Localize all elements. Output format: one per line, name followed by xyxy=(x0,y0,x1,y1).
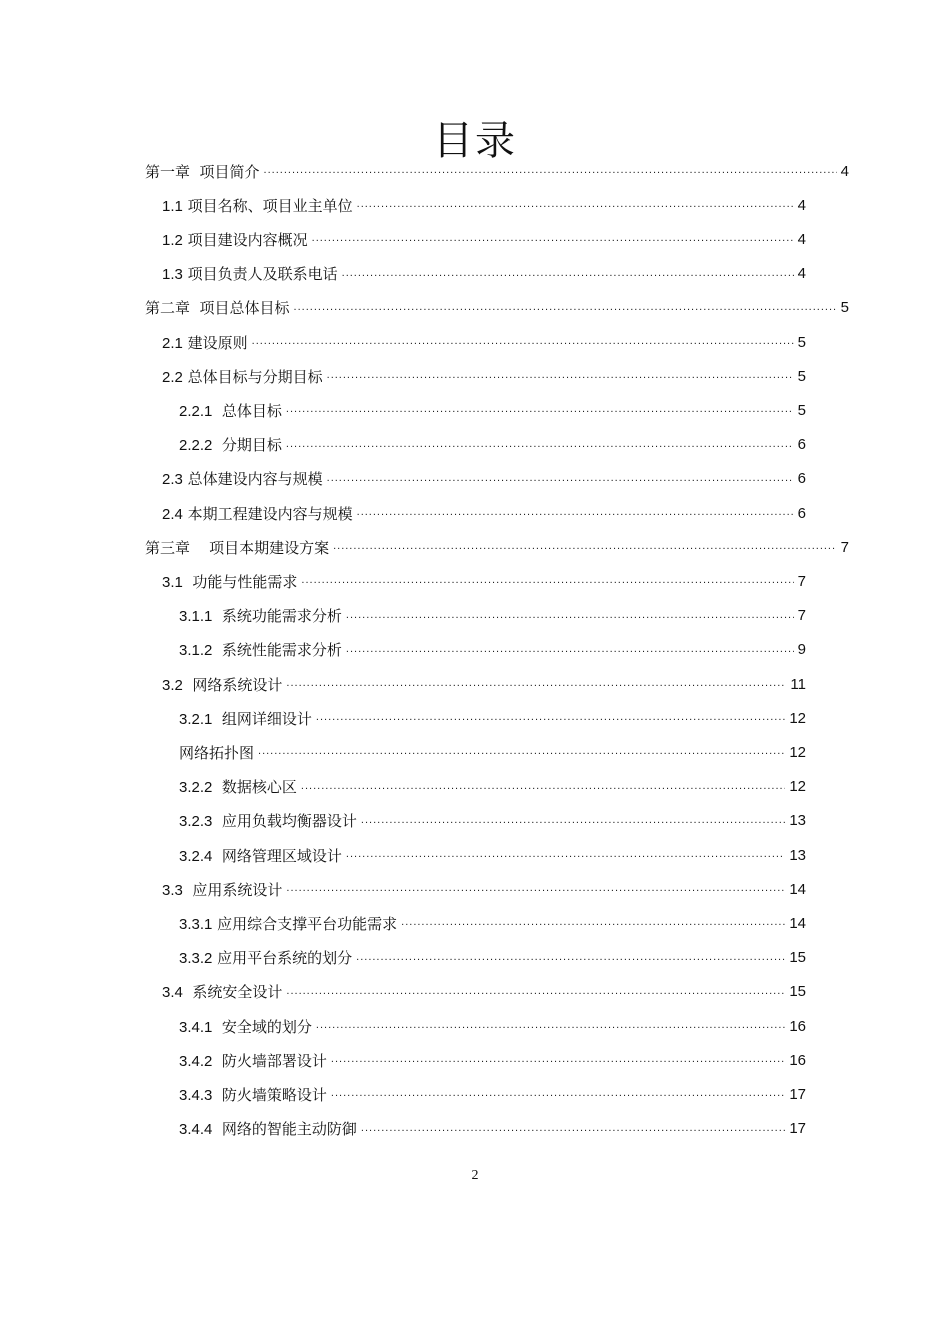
toc-entry-page-number: 13 xyxy=(789,812,806,830)
toc-entry-page-number: 15 xyxy=(789,949,806,967)
toc-entry-page-number: 7 xyxy=(797,572,806,590)
toc-dot-leader xyxy=(252,333,794,349)
toc-dot-leader xyxy=(327,367,794,383)
toc-dot-leader xyxy=(286,983,785,999)
toc-entry-number: 2.2 xyxy=(162,368,183,386)
toc-entry-label xyxy=(179,845,346,866)
toc-entry-text: 建设原则 xyxy=(182,333,248,352)
toc-dot-leader xyxy=(361,1120,785,1136)
toc-entry[interactable] xyxy=(179,599,806,633)
toc-entry[interactable] xyxy=(162,257,806,291)
toc-entry[interactable] xyxy=(162,462,806,496)
toc-dot-leader xyxy=(301,572,793,588)
toc-entry-page-number: 12 xyxy=(789,743,806,761)
toc-entry-text: 系统性能需求分析 xyxy=(212,641,342,660)
toc-dot-leader xyxy=(286,880,785,896)
toc-entry-page-number: 7 xyxy=(797,607,806,625)
toc-entry-number: 3.3.1 xyxy=(179,915,213,933)
toc-entry-number: 3.2.3 xyxy=(179,813,213,831)
toc-entry-label xyxy=(162,195,357,216)
toc-entry-text: 系统功能需求分析 xyxy=(212,607,342,626)
toc-entry-page-number: 17 xyxy=(789,1085,806,1103)
toc-entry-label xyxy=(162,332,252,353)
toc-entry-text: 防火墙策略设计 xyxy=(212,1085,327,1104)
toc-entry-label xyxy=(179,1050,331,1071)
toc-entry-label xyxy=(179,1118,361,1139)
toc-entry-text: 防火墙部署设计 xyxy=(212,1051,327,1070)
toc-entry-label xyxy=(179,913,401,934)
toc-entry[interactable] xyxy=(162,325,806,359)
toc-entry[interactable] xyxy=(162,188,806,222)
toc-entry-label xyxy=(179,1084,331,1105)
toc-entry[interactable] xyxy=(179,701,806,735)
toc-entry-number: 3.4.3 xyxy=(179,1086,213,1104)
toc-entry-label xyxy=(162,981,286,1002)
toc-entry-text: 功能与性能需求 xyxy=(182,572,298,591)
toc-entry-number: 3.4.1 xyxy=(179,1018,213,1036)
toc-dot-leader xyxy=(346,607,794,623)
toc-dot-leader xyxy=(361,812,785,828)
toc-entry-label xyxy=(179,400,286,421)
toc-entry-label xyxy=(162,879,286,900)
toc-entry-page-number: 7 xyxy=(840,538,849,556)
toc-entry-page-number: 5 xyxy=(797,333,806,351)
toc-entry-text: 总体目标 xyxy=(212,401,282,420)
toc-entry-label xyxy=(179,434,286,455)
toc-entry-text: 项目名称、项目业主单位 xyxy=(182,196,353,215)
toc-entry[interactable] xyxy=(179,804,806,838)
toc-entry-text: 应用负载均衡器设计 xyxy=(212,812,357,831)
toc-entry-page-number: 9 xyxy=(797,641,806,659)
toc-entry-number: 2.3 xyxy=(162,471,183,489)
toc-entry-number: 2.2.2 xyxy=(179,437,213,455)
toc-entry-text: 总体目标与分期目标 xyxy=(182,367,323,386)
toc-entry[interactable] xyxy=(179,941,806,975)
toc-entry-text: 项目负责人及联系电话 xyxy=(182,265,338,284)
toc-dot-leader xyxy=(357,504,794,520)
toc-entry-number: 1.3 xyxy=(162,266,183,284)
toc-entry[interactable] xyxy=(179,393,806,427)
toc-entry-number: 3.1.2 xyxy=(179,642,213,660)
toc-entry-number: 3.4.4 xyxy=(179,1121,213,1139)
toc-entry-text: 总体建设内容与规模 xyxy=(182,470,323,489)
toc-dot-leader xyxy=(327,470,794,486)
toc-entry-label xyxy=(145,537,333,558)
toc-entry[interactable] xyxy=(179,1112,806,1146)
toc-entry-text: 应用综合支撑平台功能需求 xyxy=(212,914,398,933)
toc-dot-leader xyxy=(286,436,794,452)
toc-dot-leader xyxy=(333,538,837,554)
toc-entry-text: 系统安全设计 xyxy=(182,983,283,1002)
toc-entry-number: 2.1 xyxy=(162,334,183,352)
toc-entry-label xyxy=(179,708,316,729)
toc-dot-leader xyxy=(258,743,785,759)
toc-entry-text: 网络拓扑图 xyxy=(179,743,255,762)
toc-entry-number: 3.1 xyxy=(162,573,183,591)
toc-entry-text: 第三章 项目本期建设方案 xyxy=(145,538,330,557)
toc-entry[interactable] xyxy=(179,1077,806,1111)
toc-dot-leader xyxy=(401,914,785,930)
toc-dot-leader xyxy=(294,299,837,315)
toc-dot-leader xyxy=(301,778,785,794)
toc-entry-page-number: 4 xyxy=(840,162,849,180)
toc-entry-number: 3.4 xyxy=(162,984,183,1002)
toc-dot-leader xyxy=(286,675,786,691)
toc-entry-number: 3.2.1 xyxy=(179,710,213,728)
toc-dot-leader xyxy=(346,641,794,657)
toc-entry-label xyxy=(179,605,346,626)
toc-entry-page-number: 16 xyxy=(789,1051,806,1069)
toc-entry-number: 2.2.1 xyxy=(179,402,213,420)
toc-entry[interactable] xyxy=(162,496,806,530)
toc-entry-label xyxy=(145,161,264,182)
toc-entry-page-number: 6 xyxy=(797,436,806,454)
toc-entry-number: 3.3.2 xyxy=(179,950,213,968)
toc-entry-number: 3.2.2 xyxy=(179,779,213,797)
toc-entry-page-number: 14 xyxy=(789,914,806,932)
toc-entry-label xyxy=(162,263,342,284)
toc-dot-leader xyxy=(331,1085,785,1101)
toc-entry-text: 网络系统设计 xyxy=(182,675,283,694)
toc-entry[interactable] xyxy=(179,1043,806,1077)
toc-entry-page-number: 5 xyxy=(840,299,849,317)
page-number: 2 xyxy=(471,1168,479,1183)
toc-entry-page-number: 6 xyxy=(797,470,806,488)
toc-entry-page-number: 14 xyxy=(789,880,806,898)
toc-entry-label xyxy=(162,503,357,524)
toc-entry[interactable] xyxy=(179,770,806,804)
toc-dot-leader xyxy=(331,1051,785,1067)
toc-dot-leader xyxy=(316,709,785,725)
toc-entry-text: 应用平台系统的划分 xyxy=(212,949,353,968)
toc-entry-label xyxy=(145,297,294,318)
toc-entry-page-number: 17 xyxy=(789,1120,806,1138)
toc-entry-page-number: 4 xyxy=(797,230,806,248)
toc-entry-text: 分期目标 xyxy=(212,436,282,455)
toc-entry-label xyxy=(162,571,301,592)
toc-entry-number: 3.3 xyxy=(162,881,183,899)
toc-entry-text: 项目建设内容概况 xyxy=(182,230,308,249)
toc-entry-page-number: 6 xyxy=(797,504,806,522)
toc-entry-number: 1.1 xyxy=(162,197,183,215)
toc-entry-page-number: 11 xyxy=(790,675,806,693)
toc-entry[interactable] xyxy=(162,359,806,393)
toc-entry-number: 3.2.4 xyxy=(179,847,213,865)
toc-entry[interactable] xyxy=(162,872,806,906)
toc-dot-leader xyxy=(342,265,794,281)
toc-dot-leader xyxy=(346,846,785,862)
toc-entry-label xyxy=(179,947,356,968)
toc-entry-text: 第一章 项目简介 xyxy=(145,162,260,181)
toc-entry-number: 1.2 xyxy=(162,231,183,249)
toc-entry-page-number: 5 xyxy=(797,367,806,385)
toc-dot-leader xyxy=(356,949,785,965)
toc-entry-text: 应用系统设计 xyxy=(182,880,283,899)
toc-entry[interactable] xyxy=(179,906,806,940)
toc-entry-text: 组网详细设计 xyxy=(212,709,312,728)
toc-entry-page-number: 4 xyxy=(797,196,806,214)
toc-entry[interactable] xyxy=(162,222,806,256)
toc-entry-number: 2.4 xyxy=(162,505,183,523)
toc-entry-text: 本期工程建设内容与规模 xyxy=(182,504,353,523)
toc-entry[interactable] xyxy=(179,1009,806,1043)
toc-entry-text: 数据核心区 xyxy=(212,778,297,797)
toc-dot-leader xyxy=(264,162,837,178)
toc-entry[interactable] xyxy=(179,735,806,769)
toc-entry-number: 3.2 xyxy=(162,676,183,694)
toc-entry-number: 3.4.2 xyxy=(179,1052,213,1070)
toc-entry-label xyxy=(179,776,301,797)
toc-entry-label xyxy=(162,229,312,250)
toc-entry[interactable] xyxy=(145,530,849,564)
toc-entry-text: 安全域的划分 xyxy=(212,1017,312,1036)
toc-entry[interactable] xyxy=(162,975,806,1009)
toc-entry-text: 网络的智能主动防御 xyxy=(212,1120,357,1139)
toc-entry-label xyxy=(162,468,327,489)
toc-dot-leader xyxy=(357,196,794,212)
toc-entry-number: 3.1.1 xyxy=(179,608,213,626)
toc-entry[interactable] xyxy=(162,564,806,598)
toc-entry-label xyxy=(179,1016,316,1037)
toc-dot-leader xyxy=(312,230,794,246)
toc-entry-text: 第二章 项目总体目标 xyxy=(145,299,290,318)
toc-entry-page-number: 12 xyxy=(789,709,806,727)
toc-entry-page-number: 13 xyxy=(789,846,806,864)
toc-entry[interactable] xyxy=(179,428,806,462)
toc-entry[interactable] xyxy=(162,667,806,701)
toc-entry-label xyxy=(162,366,327,387)
toc-entry-label xyxy=(179,742,258,763)
toc-entry-page-number: 15 xyxy=(789,983,806,1001)
toc-entry-page-number: 4 xyxy=(797,265,806,283)
toc-entry[interactable] xyxy=(179,838,806,872)
toc-entry-page-number: 16 xyxy=(789,1017,806,1035)
toc-entry[interactable] xyxy=(145,154,849,188)
toc-entry-label xyxy=(179,810,361,831)
toc-entry[interactable] xyxy=(179,633,806,667)
toc-entry-label xyxy=(179,639,346,660)
toc-entry[interactable] xyxy=(145,291,849,325)
toc-entry-label xyxy=(162,674,286,695)
toc-entry-text: 网络管理区域设计 xyxy=(212,846,342,865)
toc-dot-leader xyxy=(316,1017,785,1033)
toc-entry-page-number: 12 xyxy=(789,778,806,796)
page-title: 目录 xyxy=(433,117,517,164)
toc-entry-page-number: 5 xyxy=(797,401,806,419)
toc-dot-leader xyxy=(286,401,794,417)
